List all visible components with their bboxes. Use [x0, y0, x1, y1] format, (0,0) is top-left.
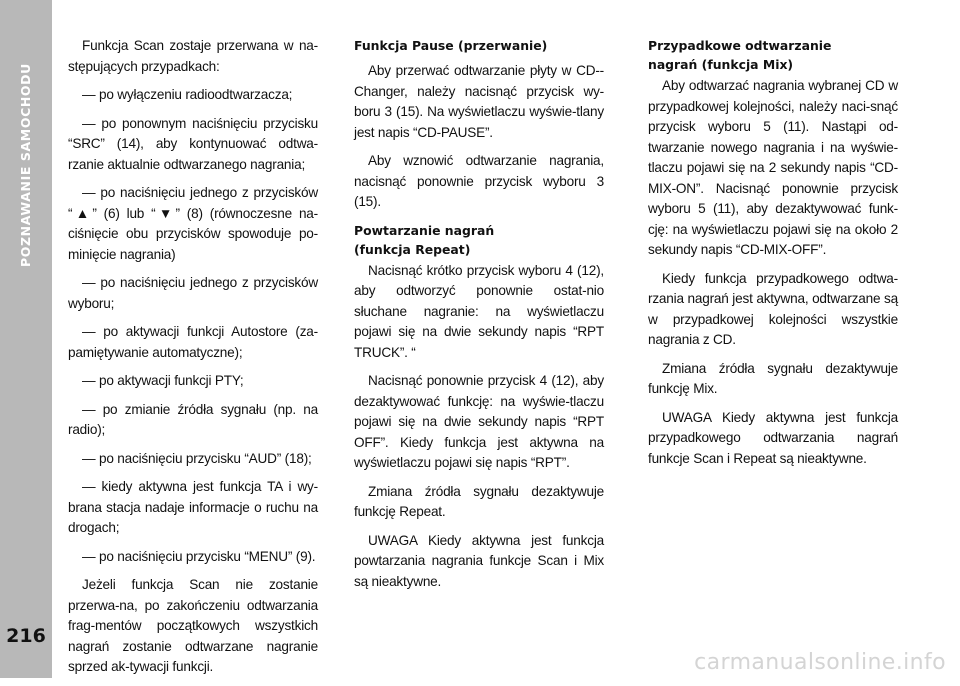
paragraph: Aby przerwać odtwarzanie płyty w CD--Changer, należy nacisnąć przycisk wy-boru 3 (15). Na wyświetlaczu wyświe-tlany jest napis “CD-PAUSE”. [354, 63, 604, 140]
heading-repeat-line1: Powtarzanie nagrań [354, 222, 495, 238]
paragraph: Aby wznowić odtwarzanie nagrania, nacisnąć ponownie przycisk wyboru 3 (15). [354, 153, 604, 209]
heading-mix [648, 36, 898, 74]
paragraph: Kiedy funkcja przypadkowego odtwa-rzania nagrań jest aktywna, odtwarzane są w przypadkowej kolejności wszystkie nagrania z CD. [648, 270, 898, 347]
column-3 [648, 36, 898, 477]
list-item: — po zmianie źródła sygnału (np. na radio); [68, 401, 318, 437]
watermark-site: carmanualsonline.info [694, 650, 946, 675]
list-item: — po aktywacji funkcji Autostore (za-pamiętywanie automatyczne); [68, 324, 318, 360]
heading-repeat [354, 221, 604, 259]
paragraph: Nacisnąć ponownie przycisk 4 (12), aby dezaktywować funkcję: na wyświe-tlaczu pojawi się na dwie sekundy napis “RPT OFF”. Kiedy funkcja jest aktywna na wyświetlaczu pojawi się napis “RPT”. [354, 373, 604, 470]
list-item: — po wyłączeniu radioodtwarzacza; [82, 87, 293, 102]
list-item: — po naciśnięciu jednego z przycisków wyboru; [68, 275, 318, 311]
note-paragraph: UWAGA Kiedy aktywna jest funkcja przypadkowego odtwarzania nagrań funkcje Scan i Repeat są nieaktywne. [648, 409, 898, 466]
note-paragraph: UWAGA Kiedy aktywna jest funkcja powtarzania nagrania funkcje Scan i Mix są nieaktywne. [354, 532, 604, 589]
heading-mix-line2: nagrań (funkcja Mix) [648, 57, 794, 72]
sidebar [0, 0, 52, 678]
column-1 [68, 36, 318, 686]
list-item: — po aktywacji funkcji PTY; [82, 373, 244, 388]
paragraph: Nacisnąć krótko przycisk wyboru 4 (12), aby odtworzyć ponownie ostat-nio słuchane nagranie: na wyświetlaczu pojawi się na dwie sekundy napis “RPT TRUCK”. “ [354, 262, 604, 360]
paragraph: Aby odtwarzać nagrania wybranej CD w przypadkowej kolejności, należy naci-snąć przycisk wyboru 5 (11). Nastąpi od-twarzanie nowego nagrania i na wyświe-tlaczu pojawi się na 2 sekundy napis “CD-MIX-ON”. Nacisnąć ponownie przycisk wyboru 5 (11), aby dezaktywować funk-cję: na wyświetlaczu pojawi się na około 2 sekundy napis “CD-MIX-OFF”. [648, 78, 898, 257]
heading-pause: Funkcja Pause (przerwanie) [354, 38, 548, 53]
list-item: — kiedy aktywna jest funkcja TA i wy-brana stacja nadaje informacje o ruchu na drogach; [68, 479, 318, 535]
paragraph-intro: Funkcja Scan zostaje przerwana w na-stępujących przypadkach: [68, 38, 318, 74]
list-item: — po naciśnięciu przycisku “AUD” (18); [82, 450, 312, 466]
heading-repeat-line2: (funkcja Repeat) [354, 241, 471, 257]
heading-mix-line1: Przypadkowe odtwarzanie [648, 38, 832, 53]
list-item: — po naciśnięciu przycisku “MENU” (9). [82, 548, 316, 564]
column-2 [354, 36, 604, 600]
page-number: 216 [6, 625, 46, 647]
paragraph: Zmiana źródła sygnału dezaktywuje funkcję Repeat. [354, 483, 604, 519]
list-item: — po ponownym naciśnięciu przycisku “SRC” (14), aby kontynuować odtwa-rzanie aktualnie odtwarzanego nagrania; [68, 115, 318, 172]
paragraph: Zmiana źródła sygnału dezaktywuje funkcję Mix. [648, 360, 898, 396]
list-item: — po naciśnięciu jednego z przycisków “▲” (6) lub “▼” (8) (równoczesne na-ciśnięcie obu przycisków spowoduje po-minięcie nagrania) [68, 185, 318, 262]
section-title: POZNAWANIE SAMOCHODU [18, 63, 33, 267]
paragraph-outro: Jeżeli funkcja Scan nie zostanie przerwa-na, po zakończeniu odtwarzania frag-mentów początkowych wszystkich nagrań zostanie odtwarzane nagranie sprzed ak-tywacji funkcji. [68, 577, 318, 674]
